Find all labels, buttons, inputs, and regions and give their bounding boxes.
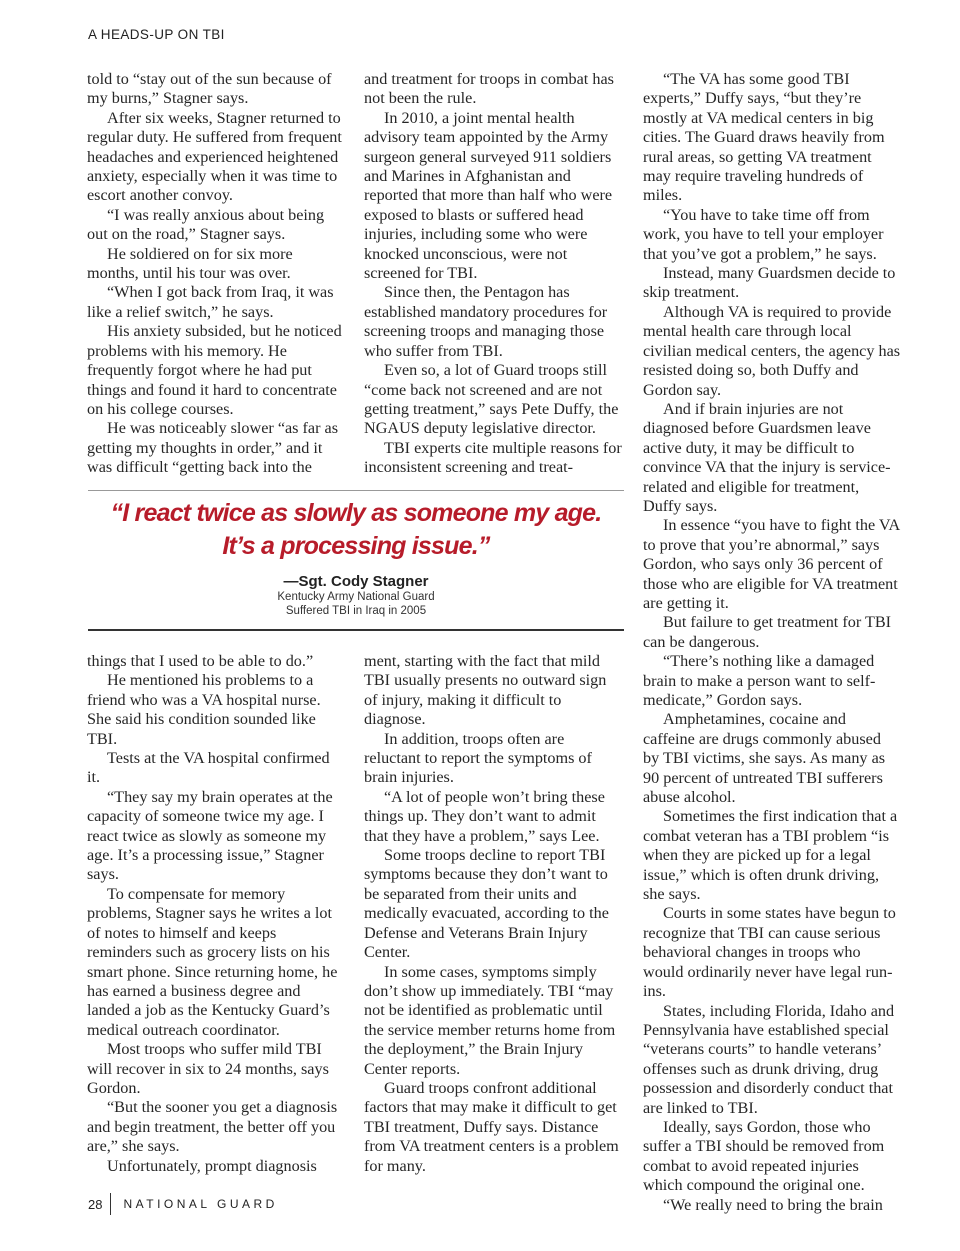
- paragraph: In some cases, symptoms simply don’t show up immediately. TBI “may not be identified as problematic until the service member returns home from the deployment,” the Brain Injury Center reports.: [364, 962, 616, 1078]
- pull-quote-attribution: —Sgt. Cody Stagner: [283, 573, 429, 590]
- paragraph: ment, starting with the fact that mild TBI usually presents no outward sign of injury, making it difficult to diagnose.: [364, 652, 607, 729]
- paragraph: Guard troops confront additional factors that may make it difficult to get TBI treatment, Duffy says. Distance from VA treatment centers is a problem for many.: [364, 1078, 619, 1175]
- article-column-3: [643, 70, 901, 1215]
- pull-quote: [88, 497, 624, 618]
- paragraph: And if brain injuries are not diagnosed before Guardsmen leave active duty, it may be difficult to convince VA that the injury is service-related and eligible for treatment, Duffy says.: [643, 399, 891, 515]
- paragraph: To compensate for memory problems, Stagner says he writes a lot of notes to himself and keeps reminders such as grocery lists on his smart phone. Since returning home, he has earned a business degree and landed a job as the Kentucky Guard’s medical outreach coordinator.: [87, 884, 338, 1039]
- paragraph: TBI experts cite multiple reasons for inconsistent screening and treat-: [364, 438, 622, 477]
- divider-bottom: [88, 629, 624, 631]
- paragraph: Instead, many Guardsmen decide to skip treatment.: [643, 264, 896, 302]
- paragraph: States, including Florida, Idaho and Pennsylvania have established special “veterans courts” to handle veterans’ offenses such as drunk driving, drug possession and disorderly conduct that are linked to TBI.: [643, 1001, 895, 1117]
- pull-quote-line-1: “I react twice as slowly as someone my age.: [110, 499, 602, 527]
- section-header: A HEADS-UP ON TBI: [88, 27, 225, 42]
- paragraph: Tests at the VA hospital confirmed it.: [87, 749, 330, 787]
- paragraph: told to “stay out of the sun because of my burns,” Stagner says.: [87, 70, 332, 108]
- article-column-1-bottom: [87, 652, 345, 1176]
- paragraph: He soldiered on for six more months, until his tour was over.: [87, 244, 293, 283]
- paragraph: “They say my brain operates at the capacity of someone twice my age. I react twice as slowly as someone my age. It’s a processing issue,” Stagner says.: [87, 787, 333, 884]
- paragraph: and treatment for troops in combat has not been the rule.: [364, 70, 614, 108]
- paragraph: Courts in some states have begun to recognize that TBI can cause serious behavioral changes in troops who would ordinarily never have legal run-ins.: [643, 904, 896, 1001]
- paragraph: “I was really anxious about being out on the road,” Stagner says.: [87, 205, 325, 244]
- paragraph: He mentioned his problems to a friend who was a VA hospital nurse. She said his condition sounded like TBI.: [87, 671, 321, 748]
- paragraph: In essence “you have to fight the VA to prove that you’re abnormal,” says Gordon, who says only 36 percent of those who are eligible for VA treatment are getting it.: [643, 516, 900, 612]
- paragraph: But failure to get treatment for TBI can be dangerous.: [643, 613, 892, 651]
- paragraph: “When I got back from Iraq, it was like a relief switch,” he says.: [87, 283, 334, 321]
- paragraph: He was noticeably slower “as far as getting my thoughts in order,” and it was difficult “getting back into the: [87, 419, 339, 477]
- paragraph: Since then, the Pentagon has established mandatory procedures for screening troops and managing those who suffer from TBI.: [364, 283, 608, 360]
- paragraph: His anxiety subsided, but he noticed problems with his memory. He frequently forgot where he had put things and found it hard to concentrate on his college courses.: [87, 322, 342, 418]
- pull-quote-line-2: It’s a processing issue.”: [222, 532, 490, 560]
- page-footer: [88, 1193, 278, 1215]
- paragraph: “We really need to bring the brain: [663, 1195, 883, 1214]
- footer-divider: [110, 1193, 111, 1215]
- paragraph: Ideally, says Gordon, those who suffer a TBI should be removed from combat to avoid repeated injuries which compound the original one.: [643, 1117, 885, 1195]
- paragraph: “The VA has some good TBI experts,” Duffy says, “but they’re mostly at VA medical centers in big cities. The Guard draws heavily from rural areas, so getting VA treatment may require traveling hundreds of miles.: [643, 70, 885, 205]
- paragraph: “A lot of people won’t bring these things up. They don’t want to admit that they have a problem,” says Lee.: [364, 787, 605, 845]
- pull-quote-note: Suffered TBI in Iraq in 2005: [285, 605, 427, 617]
- paragraph: After six weeks, Stagner returned to regular duty. He suffered from frequent headaches and experienced heightened anxiety, especially when it was time to escort another convoy.: [87, 108, 342, 205]
- paragraph: things that I used to be able to do.”: [87, 652, 314, 670]
- paragraph: Unfortunately, prompt diagnosis: [107, 1156, 317, 1175]
- paragraph: Amphetamines, cocaine and caffeine are drugs commonly abused by TBI victims, she says. As many as 90 percent of untreated TBI sufferers abuse alcohol.: [643, 710, 886, 807]
- paragraph: In addition, troops often are reluctant to report the symptoms of brain injuries.: [364, 729, 592, 787]
- paragraph: Even so, a lot of Guard troops still “come back not screened and are not getting treatment,” says Pete Duffy, the NGAUS deputy legislative director.: [364, 361, 619, 438]
- paragraph: Sometimes the first indication that a combat veteran has a TBI problem “is when they are picked up for a legal issue,” which is often drunk driving, she says.: [643, 807, 898, 904]
- paragraph: Some troops decline to report TBI symptoms because they don’t want to be separated from their units and medically evacuated, according to the Defense and Veterans Brain Injury Center.: [364, 846, 609, 962]
- paragraph: “But the sooner you get a diagnosis and begin treatment, the better off you are,” she says.: [87, 1098, 338, 1156]
- paragraph: Although VA is required to provide mental health care through local civilian medical centers, the agency has resisted doing so, both Duffy and Gordon say.: [643, 302, 901, 399]
- pull-quote-affiliation: Kentucky Army National Guard: [277, 591, 435, 603]
- page-number: 28: [88, 1196, 103, 1212]
- paragraph: In 2010, a joint mental health advisory team appointed by the Army surgeon general surveyed 911 soldiers and Marines in Afghanistan and reported that more than half who were exposed to blasts or suffered head injuries, including some who were knocked unconscious, were not screened for TBI.: [364, 108, 613, 283]
- paragraph: “You have to take time off from work, you have to tell your employer that you’ve got a problem,” he says.: [643, 205, 884, 263]
- paragraph: “There’s nothing like a damaged brain to make a person want to self-medicate,” Gordon says.: [643, 652, 876, 709]
- article-column-1-top: [87, 70, 345, 478]
- magazine-name: NATIONAL GUARD: [123, 1197, 278, 1211]
- divider-top: [88, 490, 624, 491]
- article-column-2-bottom: [364, 652, 622, 1176]
- article-column-2-top: [364, 70, 622, 478]
- paragraph: Most troops who suffer mild TBI will recover in six to 24 months, says Gordon.: [87, 1040, 329, 1097]
